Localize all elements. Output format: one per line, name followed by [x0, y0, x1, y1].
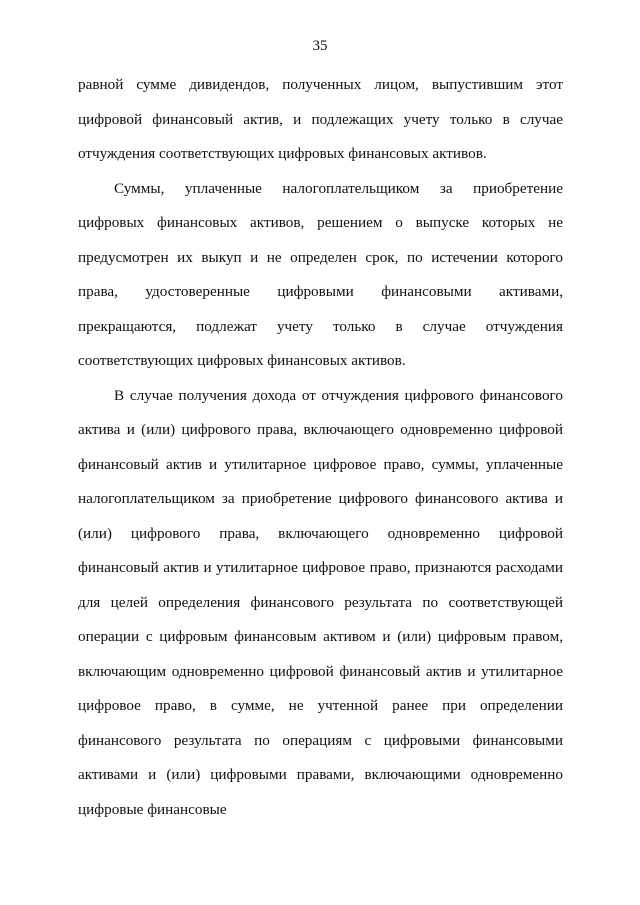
page-number: 35 [312, 38, 328, 54]
paragraph-sums-paid: Суммы, уплаченные налогоплательщиком за приобретение цифровых финансовых активов, решением о выпуске которых не предусмотрен их выкуп и не определен срок, по истечении которого права, удостоверенные цифровыми финансовыми активами, прекращаются, подлежат учету только в случае отчуждения соответствующих цифровых финансовых активов. [78, 179, 563, 369]
paragraph-continuation: равной сумме дивидендов, полученных лицом, выпустившим этот цифровой финансовый актив, и подлежащих учету только в случае отчуждения соответствующих цифровых финансовых активов. [78, 76, 563, 162]
paragraph-income-disposal: В случае получения дохода от отчуждения цифрового финансового актива и (или) цифрового права, включающего одновременно цифровой финансовый актив и утилитарное цифровое право, суммы, уплаченные налогоплательщиком за приобретение цифрового финансового актива и (или) цифрового права, включающего одновременно цифровой финансовый актив и утилитарное цифровое право, признаются расходами для целей определения финансового результата по соответствующей операции с цифровым финансовым активом и (или) цифровым правом, включающим одновременно цифровой финансовый актив и утилитарное цифровое право, в сумме, не учтенной ранее при определении финансового результата по операциям с цифровыми финансовыми активами и (или) цифровыми правами, включающими одновременно цифровые финансовые [78, 386, 563, 818]
document-body [78, 68, 563, 827]
